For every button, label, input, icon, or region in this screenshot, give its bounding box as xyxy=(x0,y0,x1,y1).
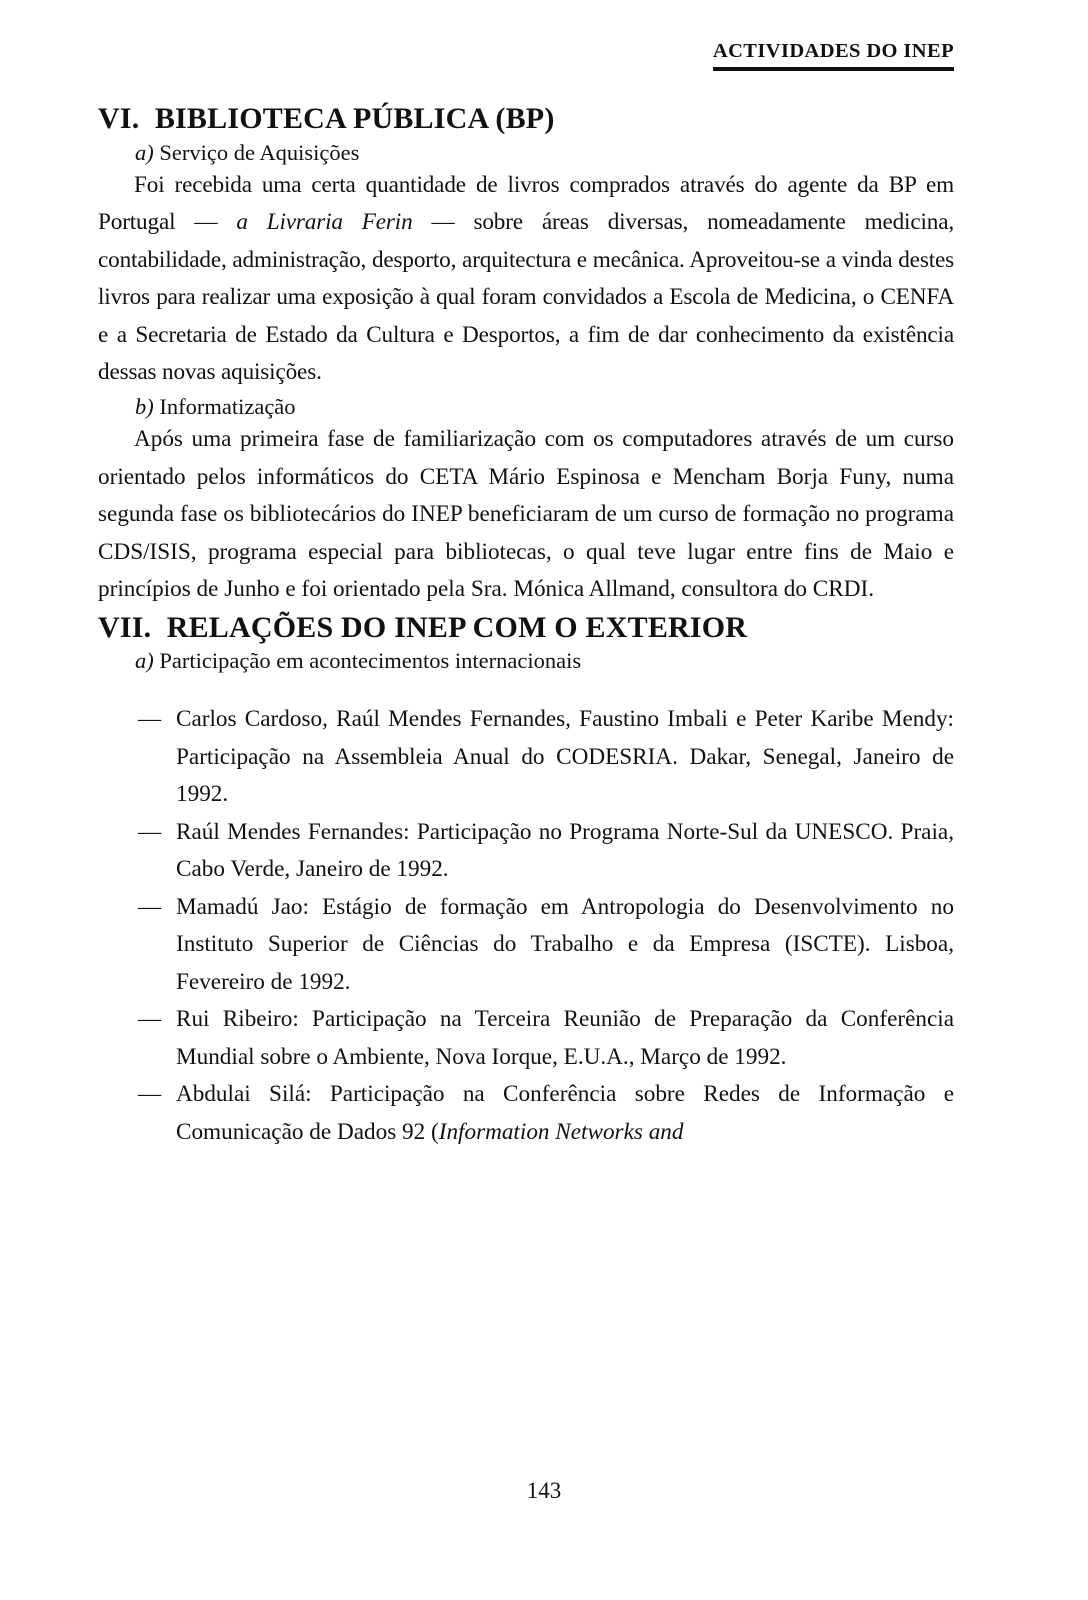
em-dash-marker: — xyxy=(138,1006,162,1033)
list-item-text: Carlos Cardoso, Raúl Mendes Fernandes, Faustino Imbali e Peter Karibe Mendy: Participação na Assembleia Anual do CODESRIA. Dakar, Senegal, Janeiro de 1992. xyxy=(176,706,954,808)
subsection-heading-vi-b xyxy=(135,392,954,421)
subsection-label: a) xyxy=(135,648,154,673)
list-item xyxy=(98,701,954,814)
list-item xyxy=(98,1001,954,1076)
list-item-text: Abdulai Silá: Participação na Conferência sobre Redes de Informação e Comunicação de Dados 92 ( xyxy=(176,1081,954,1145)
section-heading-vi: VI. BIBLIOTECA PÚBLICA (BP) xyxy=(98,102,555,135)
subsection-label: a) xyxy=(135,139,154,165)
paragraph-informatizacao: Após uma primeira fase de familiarização com os computadores através de um curso orientado pelos informáticos do CETA Mário Espinosa e Mencham Borja Funy, numa segunda fase os bibliotecários do INEP beneficiaram de um curso de formação no programa CDS/ISIS, programa especial para bibliotecas, o qual teve lugar entre fins de Maio e princípios de Junho e foi orientado pela Sra. Mónica Allmand, consultora do CRDI. xyxy=(98,426,954,602)
list-item-text: Rui Ribeiro: Participação na Terceira Reunião de Preparação da Conferência Mundial sobre o Ambiente, Nova Iorque, E.U.A., Março de 1992. xyxy=(176,1006,954,1070)
publisher-name-italic: a Livraria Ferin xyxy=(236,209,413,236)
em-dash-marker: — xyxy=(138,706,162,733)
list-item xyxy=(98,814,954,889)
list-item-text: Raúl Mendes Fernandes: Participação no Programa Norte-Sul da UNESCO. Praia, Cabo Verde, Janeiro de 1992. xyxy=(176,818,954,883)
subsection-heading-vi-a xyxy=(135,138,954,167)
paragraph-tail: — sobre áreas diversas, nomeadamente medicina, contabilidade, administração, desporto, arquitectura e mecânica. Aproveitou-se a vinda destes livros para realizar uma exposição à qual foram convidados a Escola de Medicina, o CENFA e a Secretaria de Estado da Cultura e Desportos, a fim de dar conhecimento da existência dessas novas aquisições. xyxy=(98,209,954,386)
list-item-italic: Information Networks and xyxy=(438,1118,684,1145)
paragraph-aquisicoes xyxy=(98,167,954,392)
subsection-title: Serviço de Aquisições xyxy=(159,139,360,165)
section-heading-vii: VII. RELAÇÕES DO INEP COM O EXTERIOR xyxy=(98,610,748,644)
running-head-text: ACTIVIDADES DO INEP xyxy=(713,40,954,71)
subsection-label: b) xyxy=(135,393,154,419)
list-item xyxy=(98,889,954,1002)
page-number: 143 xyxy=(526,1478,562,1503)
paragraph-lead: Foi recebida uma certa quantidade de livros comprados através do agente da BP em Portugal — xyxy=(98,171,954,236)
list-item-text: Mamadú Jao: Estágio de formação em Antropologia do Desenvolvimento no Instituto Superior de Ciências do Trabalho e da Empresa (ISCTE). Lisboa, Fevereiro de 1992. xyxy=(176,893,954,995)
em-dash-marker: — xyxy=(138,1081,162,1108)
subsection-title: Informatização xyxy=(159,393,296,419)
em-dash-marker: — xyxy=(138,893,162,920)
subsection-heading-vii-a xyxy=(135,646,954,675)
page-content xyxy=(98,100,954,1151)
running-head xyxy=(98,40,954,71)
list-item xyxy=(98,1076,954,1151)
subsection-title: Participação em acontecimentos internacionais xyxy=(159,648,582,673)
em-dash-marker: — xyxy=(138,818,162,845)
participation-list xyxy=(98,701,954,1151)
